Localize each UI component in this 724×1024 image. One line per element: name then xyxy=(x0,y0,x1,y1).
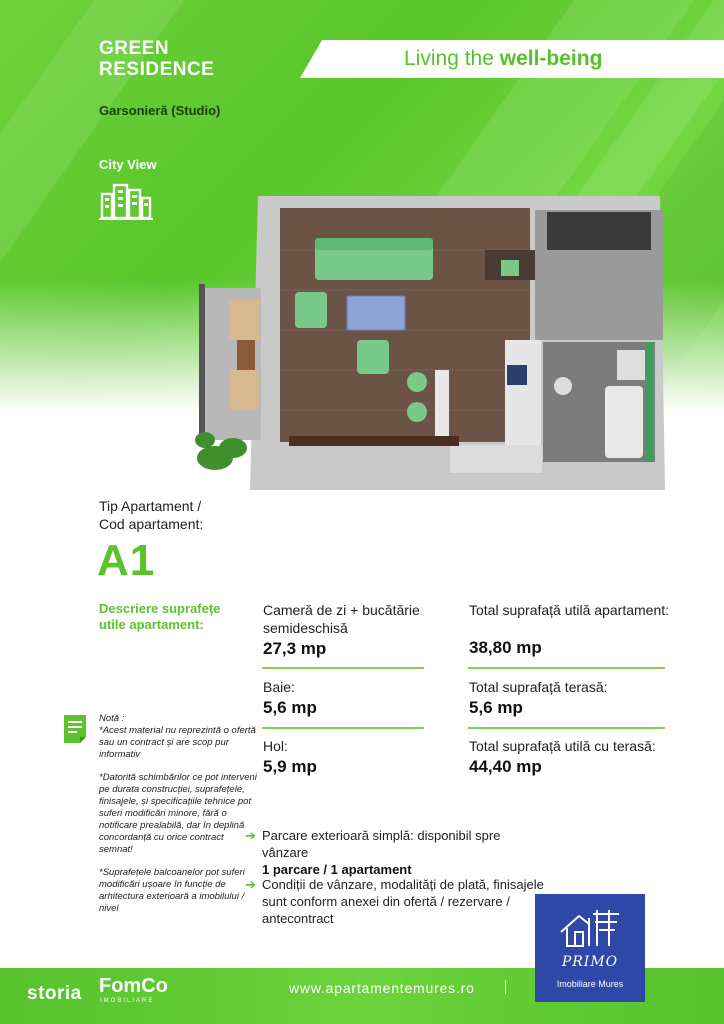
view-label: City View xyxy=(99,157,157,172)
sale-conditions: ➔ Condiții de vânzare, modalități de plată, finisajele sunt conform anexei din ofertă / rezervare / antecontract xyxy=(245,877,544,926)
storia-logo[interactable]: storia xyxy=(27,983,82,1004)
website-link[interactable]: www.apartamentemures.ro xyxy=(289,980,475,996)
slogan: Living the well-being xyxy=(404,47,603,70)
apartment-type: Garsonieră (Studio) xyxy=(99,103,221,118)
floorplan-image xyxy=(185,190,675,500)
house-logo-icon xyxy=(555,908,625,950)
room-area-bath: Baie: 5,6 mp xyxy=(263,679,317,717)
primo-logo[interactable]: PRIMO Imobiliare Mures xyxy=(535,894,645,1002)
arrow-right-icon: ➔ xyxy=(245,877,256,892)
apartment-code-label: Tip Apartament / Cod apartament: xyxy=(99,498,204,532)
total-area-with-terrace: Total suprafață utilă cu terasă: 44,40 mp xyxy=(469,738,656,776)
notes: Notă : *Acest material nu reprezintă o ofertă sau un contract și are scop pur informativ *Datorită schimbărilor ce pot interveni pe durata construcției, suprafețele, finisajele, și specificațiile tehnice pot suferi modificări minore, fără o notificare prealabilă, dar în deplină concordanță cu orice contract semnat! *Suprafețele balcoanelor pot suferi modificări ușoare în funcție de arhitectura exterioară a imobilului / nivel xyxy=(99,713,257,914)
total-area-apartment: Total suprafață utilă apartament: 38,80 mp xyxy=(469,602,670,657)
apartment-code: A1 xyxy=(97,536,156,585)
divider xyxy=(262,727,424,729)
fomco-subtitle: IMOBILIARE xyxy=(100,998,155,1004)
footer-divider xyxy=(505,980,506,994)
parking-info: ➔ Parcare exterioară simplă: disponibil spre vânzare 1 parcare / 1 apartament xyxy=(245,828,501,877)
fomco-logo[interactable]: FomCo xyxy=(99,975,168,997)
building-icon xyxy=(99,182,153,220)
divider xyxy=(468,727,665,729)
brand-title: GREEN RESIDENCE xyxy=(99,38,215,80)
note-icon xyxy=(64,715,86,743)
divider xyxy=(468,667,665,669)
total-area-terrace: Total suprafață terasă: 5,6 mp xyxy=(469,679,608,717)
areas-title: Descriere suprafețe utile apartament: xyxy=(99,601,221,632)
room-area-living: Cameră de zi + bucătărie semideschisă 27,3 mp xyxy=(263,602,420,658)
room-area-hall: Hol: 5,9 mp xyxy=(263,738,317,776)
arrow-right-icon: ➔ xyxy=(245,828,256,843)
divider xyxy=(262,667,424,669)
